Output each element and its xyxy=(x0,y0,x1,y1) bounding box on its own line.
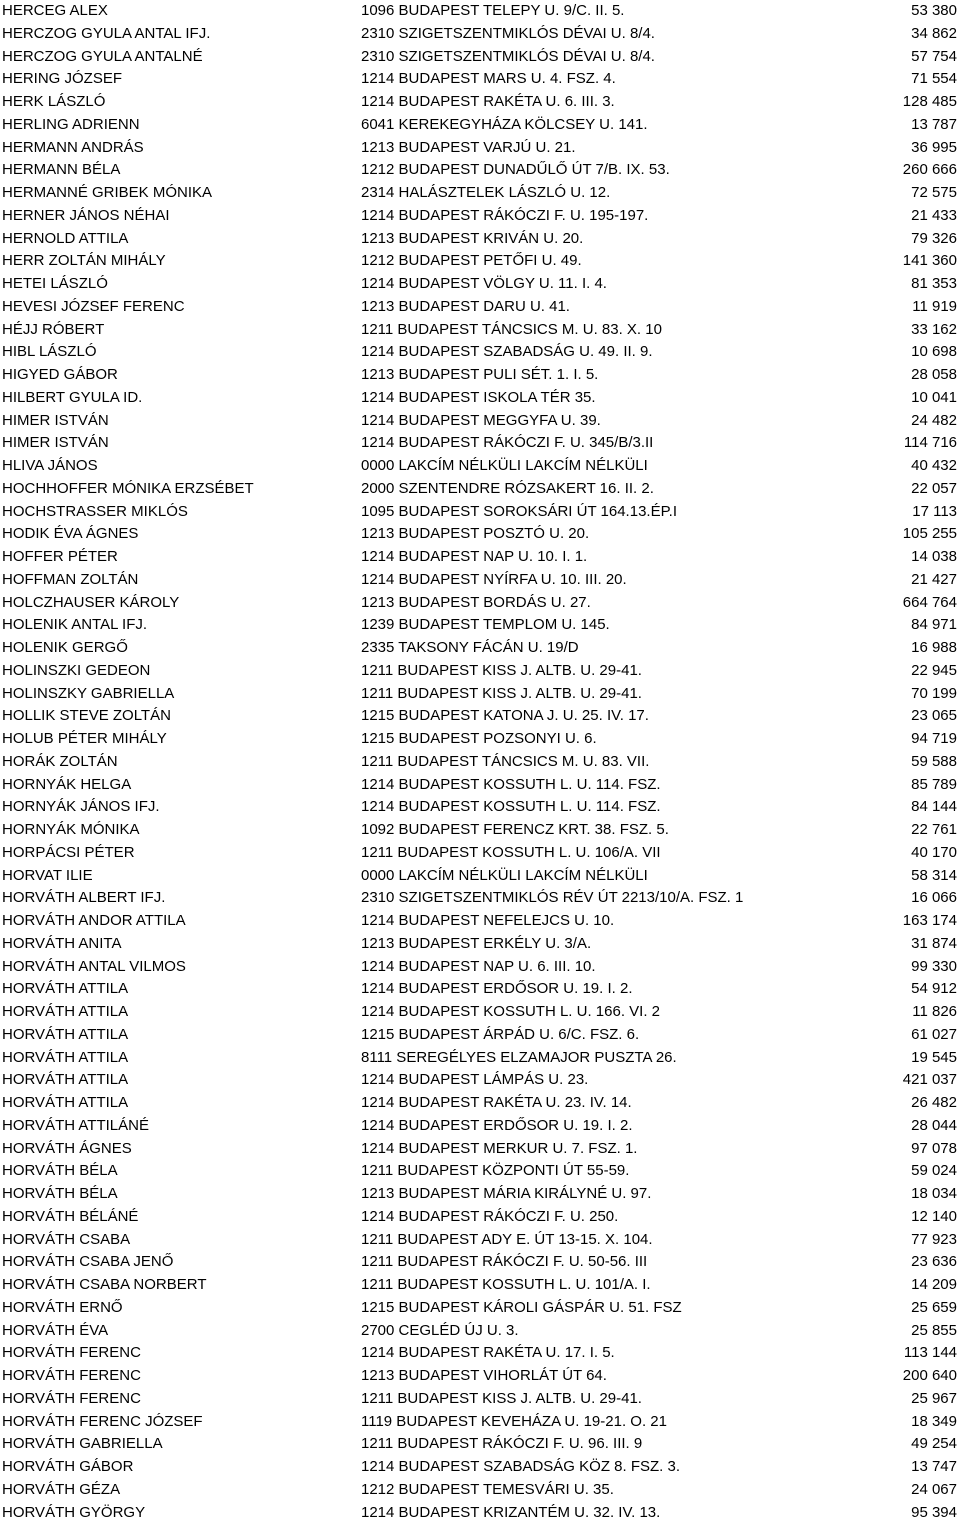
list-item xyxy=(0,910,960,933)
person-name: HORNYÁK MÓNIKA xyxy=(2,819,140,842)
list-item xyxy=(0,501,960,524)
person-name: HORVÁTH ANTAL VILMOS xyxy=(2,956,186,979)
list-item xyxy=(0,91,960,114)
person-name: HORVÁTH GABRIELLA xyxy=(2,1433,163,1456)
person-name: HERCZOG GYULA ANTAL IFJ. xyxy=(2,23,210,46)
person-name: HORVÁTH ATTILA xyxy=(2,1024,128,1047)
list-item xyxy=(0,660,960,683)
person-name: HORVÁTH ANDOR ATTILA xyxy=(2,910,186,933)
amount: 23 065 xyxy=(911,705,957,728)
list-item xyxy=(0,796,960,819)
amount: 36 995 xyxy=(911,137,957,160)
person-name: HOLUB PÉTER MIHÁLY xyxy=(2,728,167,751)
person-name: HOCHSTRASSER MIKLÓS xyxy=(2,501,188,524)
list-item xyxy=(0,842,960,865)
person-name: HERLING ADRIENN xyxy=(2,114,140,137)
address: 1214 BUDAPEST LÁMPÁS U. 23. xyxy=(361,1069,588,1092)
list-item xyxy=(0,0,960,23)
list-item xyxy=(0,387,960,410)
list-item xyxy=(0,1047,960,1070)
amount: 49 254 xyxy=(911,1433,957,1456)
amount: 18 349 xyxy=(911,1411,957,1434)
amount: 25 659 xyxy=(911,1297,957,1320)
amount: 58 314 xyxy=(911,865,957,888)
address: 1211 BUDAPEST KOSSUTH L. U. 106/A. VII xyxy=(361,842,661,865)
address: 1212 BUDAPEST TEMESVÁRI U. 35. xyxy=(361,1479,614,1502)
address: 1214 BUDAPEST KOSSUTH L. U. 114. FSZ. xyxy=(361,796,661,819)
address: 1213 BUDAPEST VIHORLÁT ÚT 64. xyxy=(361,1365,607,1388)
person-name: HORVÁTH ATTILA xyxy=(2,978,128,1001)
amount: 21 433 xyxy=(911,205,957,228)
amount: 260 666 xyxy=(903,159,957,182)
list-item xyxy=(0,364,960,387)
address: 1214 BUDAPEST KOSSUTH L. U. 166. VI. 2 xyxy=(361,1001,660,1024)
list-item xyxy=(0,819,960,842)
amount: 421 037 xyxy=(903,1069,957,1092)
person-name: HORVÁTH ATTILA xyxy=(2,1069,128,1092)
list-item xyxy=(0,865,960,888)
person-name: HORNYÁK JÁNOS IFJ. xyxy=(2,796,160,819)
person-name: HORVÁTH ALBERT IFJ. xyxy=(2,887,165,910)
list-item xyxy=(0,1092,960,1115)
list-item xyxy=(0,1024,960,1047)
amount: 81 353 xyxy=(911,273,957,296)
address: 1213 BUDAPEST ERKÉLY U. 3/A. xyxy=(361,933,591,956)
person-name: HORVÁTH GÉZA xyxy=(2,1479,120,1502)
list-item xyxy=(0,1274,960,1297)
list-item xyxy=(0,341,960,364)
person-name: HOLENIK ANTAL IFJ. xyxy=(2,614,147,637)
person-name: HERNER JÁNOS NÉHAI xyxy=(2,205,170,228)
address: 1211 BUDAPEST KÖZPONTI ÚT 55-59. xyxy=(361,1160,629,1183)
list-item xyxy=(0,114,960,137)
person-name: HETEI LÁSZLÓ xyxy=(2,273,108,296)
list-item xyxy=(0,751,960,774)
address: 1214 BUDAPEST RÁKÓCZI F. U. 250. xyxy=(361,1206,618,1229)
address: 2310 SZIGETSZENTMIKLÓS RÉV ÚT 2213/10/A. FSZ. 1 xyxy=(361,887,743,910)
amount: 10 041 xyxy=(911,387,957,410)
list-item xyxy=(0,1183,960,1206)
person-name: HERMANNÉ GRIBEK MÓNIKA xyxy=(2,182,212,205)
list-item xyxy=(0,137,960,160)
person-name: HEVESI JÓZSEF FERENC xyxy=(2,296,185,319)
amount: 14 209 xyxy=(911,1274,957,1297)
address: 1214 BUDAPEST ERDŐSOR U. 19. I. 2. xyxy=(361,1115,633,1138)
address: 1214 BUDAPEST NEFELEJCS U. 10. xyxy=(361,910,614,933)
list-item xyxy=(0,182,960,205)
list-item xyxy=(0,1342,960,1365)
list-item xyxy=(0,1138,960,1161)
list-item xyxy=(0,455,960,478)
person-name: HERK LÁSZLÓ xyxy=(2,91,105,114)
list-item xyxy=(0,592,960,615)
list-item xyxy=(0,1001,960,1024)
address: 2314 HALÁSZTELEK LÁSZLÓ U. 12. xyxy=(361,182,610,205)
person-name: HERR ZOLTÁN MIHÁLY xyxy=(2,250,166,273)
person-name: HORVÁTH CSABA NORBERT xyxy=(2,1274,207,1297)
address: 1214 BUDAPEST NAP U. 10. I. 1. xyxy=(361,546,587,569)
address: 1211 BUDAPEST KISS J. ALTB. U. 29-41. xyxy=(361,660,642,683)
list-item xyxy=(0,1229,960,1252)
person-name: HORVÁTH ATTILÁNÉ xyxy=(2,1115,149,1138)
amount: 28 058 xyxy=(911,364,957,387)
person-name: HERMANN ANDRÁS xyxy=(2,137,144,160)
person-name: HORVÁTH GYÖRGY xyxy=(2,1502,145,1524)
person-name: HORNYÁK HELGA xyxy=(2,774,131,797)
amount: 16 988 xyxy=(911,637,957,660)
amount: 40 170 xyxy=(911,842,957,865)
address: 1215 BUDAPEST KÁROLI GÁSPÁR U. 51. FSZ xyxy=(361,1297,682,1320)
person-name: HORVÁTH ERNŐ xyxy=(2,1297,123,1320)
person-name: HLIVA JÁNOS xyxy=(2,455,98,478)
person-name: HOLLIK STEVE ZOLTÁN xyxy=(2,705,171,728)
person-name: HODIK ÉVA ÁGNES xyxy=(2,523,138,546)
address: 0000 LAKCÍM NÉLKÜLI LAKCÍM NÉLKÜLI xyxy=(361,455,648,478)
person-name: HORVÁTH ATTILA xyxy=(2,1047,128,1070)
list-item xyxy=(0,1160,960,1183)
person-name: HIMER ISTVÁN xyxy=(2,410,109,433)
amount: 77 923 xyxy=(911,1229,957,1252)
address: 1239 BUDAPEST TEMPLOM U. 145. xyxy=(361,614,610,637)
person-name: HORÁK ZOLTÁN xyxy=(2,751,118,774)
address: 2310 SZIGETSZENTMIKLÓS DÉVAI U. 8/4. xyxy=(361,46,655,69)
address: 1214 BUDAPEST RÁKÓCZI F. U. 345/B/3.II xyxy=(361,432,653,455)
person-name: HORVÁTH GÁBOR xyxy=(2,1456,133,1479)
list-item xyxy=(0,478,960,501)
amount: 10 698 xyxy=(911,341,957,364)
address: 1211 BUDAPEST TÁNCSICS M. U. 83. VII. xyxy=(361,751,649,774)
amount: 34 862 xyxy=(911,23,957,46)
address: 1214 BUDAPEST SZABADSÁG U. 49. II. 9. xyxy=(361,341,653,364)
amount: 17 113 xyxy=(912,501,957,524)
list-item xyxy=(0,205,960,228)
address: 1213 BUDAPEST DARU U. 41. xyxy=(361,296,570,319)
amount: 11 826 xyxy=(912,1001,957,1024)
address: 1214 BUDAPEST ERDŐSOR U. 19. I. 2. xyxy=(361,978,633,1001)
address: 1214 BUDAPEST MARS U. 4. FSZ. 4. xyxy=(361,68,616,91)
address: 8111 SEREGÉLYES ELZAMAJOR PUSZTA 26. xyxy=(361,1047,677,1070)
person-name: HORVÁTH ÁGNES xyxy=(2,1138,132,1161)
person-name: HERMANN BÉLA xyxy=(2,159,120,182)
amount: 14 038 xyxy=(911,546,957,569)
list-item xyxy=(0,1456,960,1479)
list-item xyxy=(0,23,960,46)
amount: 59 588 xyxy=(911,751,957,774)
amount: 25 967 xyxy=(911,1388,957,1411)
amount: 21 427 xyxy=(911,569,957,592)
list-item xyxy=(0,250,960,273)
address: 1215 BUDAPEST POZSONYI U. 6. xyxy=(361,728,597,751)
amount: 200 640 xyxy=(903,1365,957,1388)
address: 1213 BUDAPEST KRIVÁN U. 20. xyxy=(361,228,583,251)
address: 1214 BUDAPEST RAKÉTA U. 6. III. 3. xyxy=(361,91,615,114)
address: 1211 BUDAPEST TÁNCSICS M. U. 83. X. 10 xyxy=(361,319,662,342)
list-item xyxy=(0,569,960,592)
amount: 105 255 xyxy=(903,523,957,546)
list-item xyxy=(0,728,960,751)
amount: 97 078 xyxy=(911,1138,957,1161)
address: 1212 BUDAPEST DUNADŰLŐ ÚT 7/B. IX. 53. xyxy=(361,159,670,182)
list-item xyxy=(0,1479,960,1502)
person-name: HORVAT ILIE xyxy=(2,865,93,888)
list-item xyxy=(0,1069,960,1092)
amount: 13 787 xyxy=(911,114,957,137)
address: 1213 BUDAPEST MÁRIA KIRÁLYNÉ U. 97. xyxy=(361,1183,651,1206)
address: 1211 BUDAPEST RÁKÓCZI F. U. 50-56. III xyxy=(361,1251,647,1274)
address: 2000 SZENTENDRE RÓZSAKERT 16. II. 2. xyxy=(361,478,654,501)
amount: 113 144 xyxy=(904,1342,957,1365)
person-name: HORVÁTH FERENC xyxy=(2,1342,141,1365)
amount: 59 024 xyxy=(911,1160,957,1183)
amount: 84 144 xyxy=(911,796,957,819)
address: 1212 BUDAPEST PETŐFI U. 49. xyxy=(361,250,582,273)
address: 1214 BUDAPEST RÁKÓCZI F. U. 195-197. xyxy=(361,205,648,228)
address: 1214 BUDAPEST KRIZANTÉM U. 32. IV. 13. xyxy=(361,1502,660,1524)
list-item xyxy=(0,319,960,342)
list-item xyxy=(0,523,960,546)
person-name: HORVÁTH BÉLÁNÉ xyxy=(2,1206,138,1229)
list-item xyxy=(0,46,960,69)
address: 1213 BUDAPEST BORDÁS U. 27. xyxy=(361,592,591,615)
person-name: HORVÁTH FERENC xyxy=(2,1388,141,1411)
list-item xyxy=(0,432,960,455)
list-item xyxy=(0,637,960,660)
amount: 26 482 xyxy=(911,1092,957,1115)
list-item xyxy=(0,705,960,728)
list-item xyxy=(0,1388,960,1411)
amount: 11 919 xyxy=(912,296,957,319)
address: 1214 BUDAPEST RAKÉTA U. 23. IV. 14. xyxy=(361,1092,632,1115)
amount: 33 162 xyxy=(911,319,957,342)
amount: 53 380 xyxy=(911,0,957,23)
address: 1214 BUDAPEST ISKOLA TÉR 35. xyxy=(361,387,596,410)
person-name: HOLINSZKI GEDEON xyxy=(2,660,150,683)
amount: 31 874 xyxy=(911,933,957,956)
person-name: HORVÁTH CSABA JENŐ xyxy=(2,1251,173,1274)
amount: 24 482 xyxy=(911,410,957,433)
address: 1211 BUDAPEST RÁKÓCZI F. U. 96. III. 9 xyxy=(361,1433,642,1456)
amount: 94 719 xyxy=(911,728,957,751)
person-name: HERCZOG GYULA ANTALNÉ xyxy=(2,46,203,69)
amount: 25 855 xyxy=(911,1320,957,1343)
person-name: HIGYED GÁBOR xyxy=(2,364,118,387)
address: 1211 BUDAPEST ADY E. ÚT 13-15. X. 104. xyxy=(361,1229,653,1252)
person-name: HORVÁTH FERENC xyxy=(2,1365,141,1388)
amount: 22 057 xyxy=(911,478,957,501)
address: 1214 BUDAPEST NAP U. 6. III. 10. xyxy=(361,956,596,979)
amount: 24 067 xyxy=(911,1479,957,1502)
address: 1213 BUDAPEST POSZTÓ U. 20. xyxy=(361,523,589,546)
amount: 22 761 xyxy=(911,819,957,842)
list-item xyxy=(0,1206,960,1229)
amount: 141 360 xyxy=(903,250,957,273)
address: 1096 BUDAPEST TELEPY U. 9/C. II. 5. xyxy=(361,0,624,23)
amount: 114 716 xyxy=(904,432,957,455)
person-name: HORVÁTH FERENC JÓZSEF xyxy=(2,1411,203,1434)
amount: 99 330 xyxy=(911,956,957,979)
person-name: HOFFMAN ZOLTÁN xyxy=(2,569,138,592)
list-item xyxy=(0,273,960,296)
list-item xyxy=(0,410,960,433)
address: 0000 LAKCÍM NÉLKÜLI LAKCÍM NÉLKÜLI xyxy=(361,865,648,888)
person-name: HORPÁCSI PÉTER xyxy=(2,842,135,865)
list-item xyxy=(0,1365,960,1388)
amount: 13 747 xyxy=(911,1456,957,1479)
amount: 16 066 xyxy=(911,887,957,910)
person-name: HIBL LÁSZLÓ xyxy=(2,341,96,364)
person-name: HOLCZHAUSER KÁROLY xyxy=(2,592,179,615)
person-name: HOFFER PÉTER xyxy=(2,546,118,569)
amount: 84 971 xyxy=(911,614,957,637)
address: 1214 BUDAPEST MERKUR U. 7. FSZ. 1. xyxy=(361,1138,637,1161)
list-item xyxy=(0,1411,960,1434)
amount: 18 034 xyxy=(911,1183,957,1206)
amount: 70 199 xyxy=(911,683,957,706)
amount: 85 789 xyxy=(911,774,957,797)
person-name: HORVÁTH ANITA xyxy=(2,933,121,956)
address: 1211 BUDAPEST KOSSUTH L. U. 101/A. I. xyxy=(361,1274,651,1297)
address: 1213 BUDAPEST VARJÚ U. 21. xyxy=(361,137,576,160)
amount: 12 140 xyxy=(911,1206,957,1229)
list-item xyxy=(0,68,960,91)
address: 1214 BUDAPEST VÖLGY U. 11. I. 4. xyxy=(361,273,607,296)
person-name: HERNOLD ATTILA xyxy=(2,228,128,251)
list-item xyxy=(0,933,960,956)
person-name: HORVÁTH CSABA xyxy=(2,1229,130,1252)
amount: 57 754 xyxy=(911,46,957,69)
address: 1215 BUDAPEST KATONA J. U. 25. IV. 17. xyxy=(361,705,649,728)
list-item xyxy=(0,159,960,182)
list-item xyxy=(0,683,960,706)
amount: 61 027 xyxy=(911,1024,957,1047)
amount: 19 545 xyxy=(911,1047,957,1070)
amount: 72 575 xyxy=(911,182,957,205)
person-name: HERCEG ALEX xyxy=(2,0,108,23)
amount: 79 326 xyxy=(911,228,957,251)
list-item xyxy=(0,1433,960,1456)
amount: 128 485 xyxy=(903,91,957,114)
amount: 23 636 xyxy=(911,1251,957,1274)
person-name: HORVÁTH BÉLA xyxy=(2,1183,118,1206)
address: 1211 BUDAPEST KISS J. ALTB. U. 29-41. xyxy=(361,683,642,706)
list-item xyxy=(0,1320,960,1343)
address: 1215 BUDAPEST ÁRPÁD U. 6/C. FSZ. 6. xyxy=(361,1024,639,1047)
address: 1119 BUDAPEST KEVEHÁZA U. 19-21. O. 21 xyxy=(361,1411,667,1434)
address: 1211 BUDAPEST KISS J. ALTB. U. 29-41. xyxy=(361,1388,642,1411)
amount: 95 394 xyxy=(911,1502,957,1524)
amount: 40 432 xyxy=(911,455,957,478)
amount: 71 554 xyxy=(911,68,957,91)
address: 6041 KEREKEGYHÁZA KÖLCSEY U. 141. xyxy=(361,114,648,137)
address: 1092 BUDAPEST FERENCZ KRT. 38. FSZ. 5. xyxy=(361,819,669,842)
address: 1214 BUDAPEST MEGGYFA U. 39. xyxy=(361,410,601,433)
person-name: HERING JÓZSEF xyxy=(2,68,122,91)
address: 1095 BUDAPEST SOROKSÁRI ÚT 164.13.ÉP.I xyxy=(361,501,677,524)
person-name: HORVÁTH ATTILA xyxy=(2,1092,128,1115)
address: 2310 SZIGETSZENTMIKLÓS DÉVAI U. 8/4. xyxy=(361,23,655,46)
person-name: HORVÁTH BÉLA xyxy=(2,1160,118,1183)
person-name: HÉJJ RÓBERT xyxy=(2,319,104,342)
person-name: HIMER ISTVÁN xyxy=(2,432,109,455)
list-item xyxy=(0,1297,960,1320)
address: 1214 BUDAPEST KOSSUTH L. U. 114. FSZ. xyxy=(361,774,661,797)
address: 1214 BUDAPEST SZABADSÁG KÖZ 8. FSZ. 3. xyxy=(361,1456,680,1479)
person-name: HILBERT GYULA ID. xyxy=(2,387,142,410)
amount: 22 945 xyxy=(911,660,957,683)
person-name: HOLINSZKY GABRIELLA xyxy=(2,683,174,706)
amount: 54 912 xyxy=(911,978,957,1001)
list-item xyxy=(0,978,960,1001)
address: 1213 BUDAPEST PULI SÉT. 1. I. 5. xyxy=(361,364,598,387)
person-name: HOCHHOFFER MÓNIKA ERZSÉBET xyxy=(2,478,254,501)
list-item xyxy=(0,887,960,910)
person-name: HORVÁTH ÉVA xyxy=(2,1320,108,1343)
list-item xyxy=(0,296,960,319)
address: 1214 BUDAPEST RAKÉTA U. 17. I. 5. xyxy=(361,1342,615,1365)
list-item xyxy=(0,546,960,569)
address: 1214 BUDAPEST NYÍRFA U. 10. III. 20. xyxy=(361,569,627,592)
amount: 163 174 xyxy=(903,910,957,933)
list-item xyxy=(0,956,960,979)
list-item xyxy=(0,774,960,797)
list-item xyxy=(0,1115,960,1138)
list-item xyxy=(0,614,960,637)
address: 2700 CEGLÉD ÚJ U. 3. xyxy=(361,1320,519,1343)
person-name: HOLENIK GERGŐ xyxy=(2,637,128,660)
list-item xyxy=(0,228,960,251)
address: 2335 TAKSONY FÁCÁN U. 19/D xyxy=(361,637,579,660)
amount: 28 044 xyxy=(911,1115,957,1138)
amount: 664 764 xyxy=(903,592,957,615)
list-item xyxy=(0,1251,960,1274)
person-name: HORVÁTH ATTILA xyxy=(2,1001,128,1024)
